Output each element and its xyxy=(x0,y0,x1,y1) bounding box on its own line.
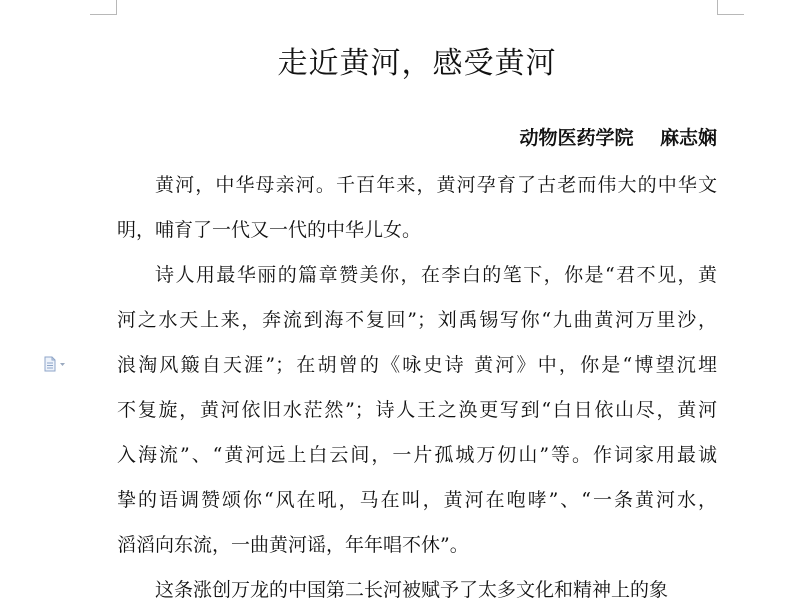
paragraph-2 xyxy=(117,253,717,568)
paragraph-1 xyxy=(117,163,717,253)
comment-icon-graphic xyxy=(43,356,71,372)
paragraph-line: 入海流”、“黄河远上白云间，一片孤城万仞山”等。作词家用最诚 xyxy=(117,444,717,466)
margin-corner-mark-left xyxy=(90,0,117,15)
paragraph-line: 不复旋，黄河依旧水茫然”；诗人王之涣更写到“白日依山尽，黄河 xyxy=(117,399,717,421)
paragraph-line: 滔滔向东流，一曲黄河谣，年年唱不休”。 xyxy=(117,534,469,556)
document-title: 走近黄河，感受黄河 xyxy=(277,46,557,81)
paragraph-line: 诗人用最华丽的篇章赞美你，在李白的笔下，你是“君不见，黄 xyxy=(155,264,717,286)
margin-corner-mark-right xyxy=(717,0,744,15)
author-line: 动物医药学院 麻志娴 xyxy=(519,127,717,149)
comment-icon[interactable] xyxy=(43,356,71,372)
paragraph-line: 明，哺育了一代又一代的中华儿女。 xyxy=(117,219,422,241)
paragraph-line: 河之水天上来，奔流到海不复回”；刘禹锡写你“九曲黄河万里沙， xyxy=(117,309,717,331)
paragraph-line: 这条涨创万龙的中国第二长河被赋予了太多文化和精神上的象 xyxy=(155,579,669,601)
paragraph-3 xyxy=(117,568,717,613)
paragraph-line: 黄河，中华母亲河。千百年来，黄河孕育了古老而伟大的中华文 xyxy=(155,174,717,196)
paragraph-line: 浪淘风簸自天涯”；在胡曾的《咏史诗 黄河》中，你是“博望沉埋 xyxy=(117,354,717,376)
paragraph-line: 挚的语调赞颂你“风在吼，马在叫，黄河在咆哮”、“一条黄河水， xyxy=(117,489,717,511)
